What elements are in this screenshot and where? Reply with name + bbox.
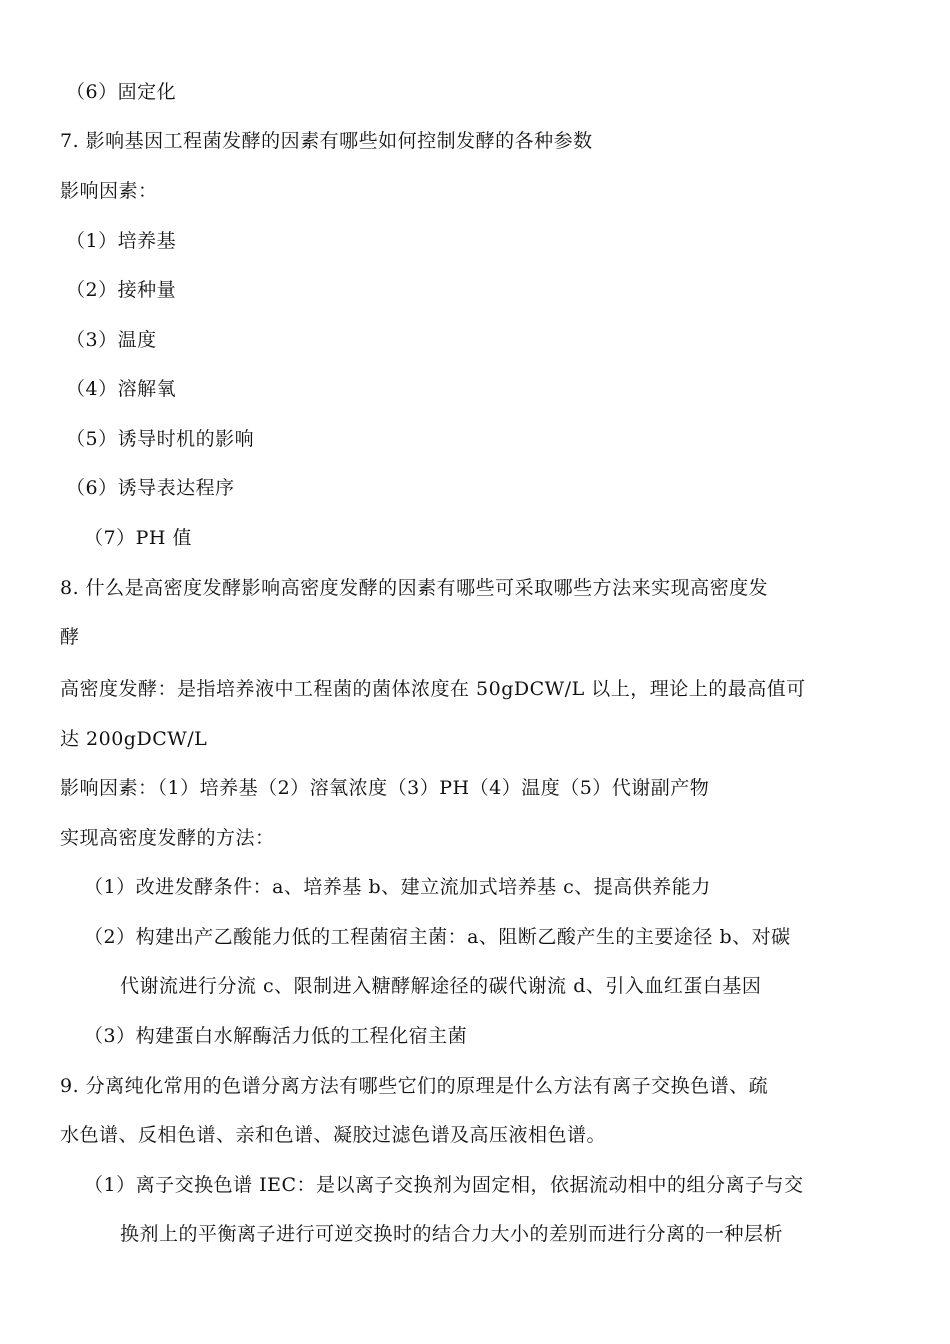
question-7-heading: 7. 影响基因工程菌发酵的因素有哪些如何控制发酵的各种参数 — [60, 130, 593, 152]
chromatography-item-1: （1）离子交换色谱 IEC：是以离子交换剂为固定相，依据流动相中的组分离子与交 — [84, 1174, 804, 1196]
factor-item-5: （5）诱导时机的影响 — [66, 428, 255, 450]
factor-item-3: （3）温度 — [66, 329, 157, 351]
method-item-1: （1）改进发酵条件：a、培养基 b、建立流加式培养基 c、提高供养能力 — [84, 876, 711, 898]
factor-item-2: （2）接种量 — [66, 279, 177, 301]
factors-summary: 影响因素：（1）培养基（2）溶氧浓度（3）PH（4）温度（5）代谢副产物 — [60, 777, 710, 799]
list-item-immobilization: （6）固定化 — [66, 81, 177, 103]
factors-label: 影响因素： — [60, 180, 158, 202]
factor-item-4: （4）溶解氧 — [66, 378, 177, 400]
question-9-heading-cont: 水色谱、反相色谱、亲和色谱、凝胶过滤色谱及高压液相色谱。 — [60, 1124, 607, 1146]
factor-item-6: （6）诱导表达程序 — [66, 477, 235, 499]
question-9-heading: 9. 分离纯化常用的色谱分离方法有哪些它们的原理是什么方法有离子交换色谱、疏 — [60, 1075, 769, 1097]
question-8-heading: 8. 什么是高密度发酵影响高密度发酵的因素有哪些可采取哪些方法来实现高密度发 — [60, 577, 769, 599]
method-item-2: （2）构建出产乙酸能力低的工程菌宿主菌：a、阻断乙酸产生的主要途径 b、对碳 — [84, 926, 791, 948]
question-8-heading-cont: 酵 — [60, 626, 80, 648]
definition-paragraph-cont: 达 200gDCW/L — [60, 728, 208, 750]
chromatography-item-1-cont: 换剂上的平衡离子进行可逆交换时的结合力大小的差别而进行分离的一种层析 — [120, 1223, 784, 1245]
method-item-3: （3）构建蛋白水解酶活力低的工程化宿主菌 — [84, 1025, 468, 1047]
factor-item-7: （7）PH 值 — [84, 527, 192, 549]
methods-label: 实现高密度发酵的方法： — [60, 827, 275, 849]
method-item-2-cont: 代谢流进行分流 c、限制进入糖酵解途径的碳代谢流 d、引入血红蛋白基因 — [120, 975, 762, 997]
factor-item-1: （1）培养基 — [66, 230, 177, 252]
definition-paragraph: 高密度发酵：是指培养液中工程菌的菌体浓度在 50gDCW/L 以上，理论上的最高值可 — [60, 678, 806, 700]
